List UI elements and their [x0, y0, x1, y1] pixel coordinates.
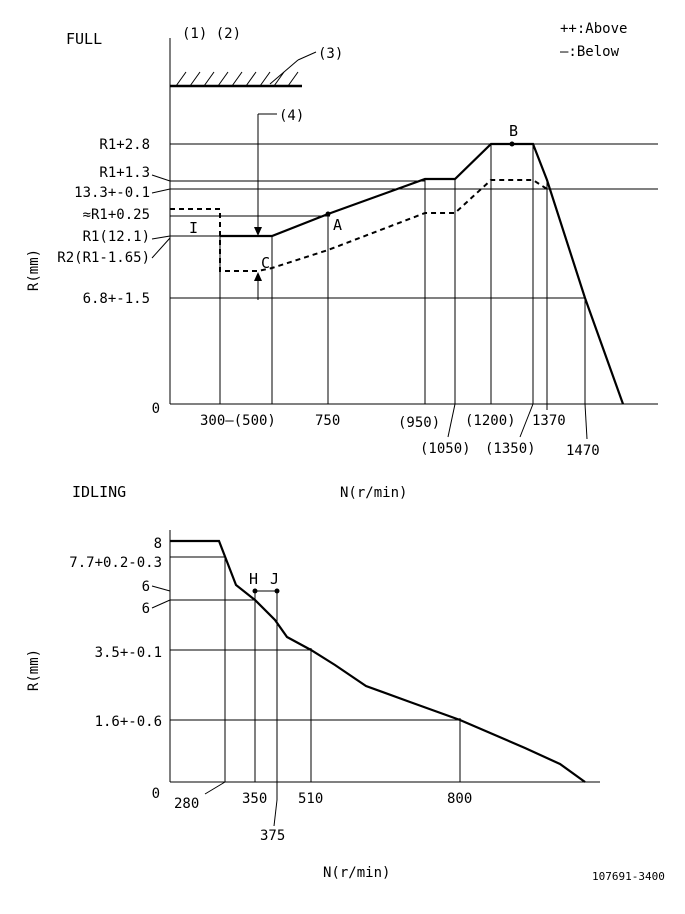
legend-above: ++:Above — [560, 21, 628, 37]
svg-text:1370: 1370 — [532, 413, 566, 429]
svg-text:375: 375 — [260, 828, 286, 844]
stopper-hatch — [170, 52, 316, 86]
svg-text:7.7+0.2-0.3: 7.7+0.2-0.3 — [69, 555, 162, 571]
svg-text:510: 510 — [298, 791, 324, 807]
idling-ylabel: R(mm) — [26, 648, 42, 692]
legend-below: —:Below — [560, 44, 620, 60]
full-x-labels — [200, 413, 600, 459]
svg-text:(1350): (1350) — [485, 441, 536, 457]
svg-text:3.5+-0.1: 3.5+-0.1 — [94, 645, 162, 661]
full-curve-below — [170, 180, 547, 271]
svg-text:8: 8 — [153, 536, 162, 552]
svg-text:300—(500): 300—(500) — [200, 413, 276, 429]
svg-text:13.3+-0.1: 13.3+-0.1 — [74, 185, 150, 201]
svg-text:(950): (950) — [398, 415, 441, 431]
full-ylabel: R(mm) — [26, 248, 42, 292]
ref-4: (4) — [279, 108, 305, 124]
idling-curve — [170, 541, 585, 782]
svg-text:R2(R1-1.65): R2(R1-1.65) — [57, 250, 150, 266]
svg-text:R1+1.3: R1+1.3 — [99, 165, 150, 181]
full-title: FULL — [66, 30, 103, 48]
point-A: A — [333, 216, 343, 234]
svg-text:R1+2.8: R1+2.8 — [99, 137, 150, 153]
svg-text:≈R1+0.25: ≈R1+0.25 — [82, 207, 150, 223]
full-chart — [26, 21, 658, 459]
idling-y-labels — [69, 536, 162, 802]
point-C: C — [261, 254, 271, 272]
point-J: J — [270, 570, 280, 588]
svg-text:1.6+-0.6: 1.6+-0.6 — [94, 714, 162, 730]
point-B: B — [509, 122, 519, 140]
svg-text:6: 6 — [141, 579, 150, 595]
idling-top-xlabel: N(r/min) — [340, 485, 408, 501]
ref-1-2: (1) (2) — [182, 26, 242, 42]
full-curve-above — [220, 144, 623, 404]
full-y-labels — [57, 137, 160, 417]
svg-text:280: 280 — [174, 796, 200, 812]
idling-xlabel: N(r/min) — [323, 865, 391, 881]
idling-chart — [26, 483, 600, 881]
svg-text:6: 6 — [141, 601, 150, 617]
svg-text:(1050): (1050) — [420, 441, 471, 457]
ref-3: (3) — [318, 46, 344, 62]
point-I: I — [189, 219, 199, 237]
drawing-number: 107691-3400 — [592, 870, 665, 883]
svg-text:R1(12.1): R1(12.1) — [82, 229, 150, 245]
svg-text:350: 350 — [242, 791, 268, 807]
point-H: H — [249, 570, 259, 588]
idling-title: IDLING — [72, 483, 127, 501]
idling-x-labels — [174, 791, 472, 844]
svg-text:1470: 1470 — [566, 443, 600, 459]
svg-text:800: 800 — [447, 791, 473, 807]
svg-text:0: 0 — [151, 786, 160, 802]
svg-text:750: 750 — [315, 413, 341, 429]
svg-text:0: 0 — [151, 401, 160, 417]
svg-text:6.8+-1.5: 6.8+-1.5 — [82, 291, 150, 307]
svg-text:(1200): (1200) — [465, 413, 516, 429]
